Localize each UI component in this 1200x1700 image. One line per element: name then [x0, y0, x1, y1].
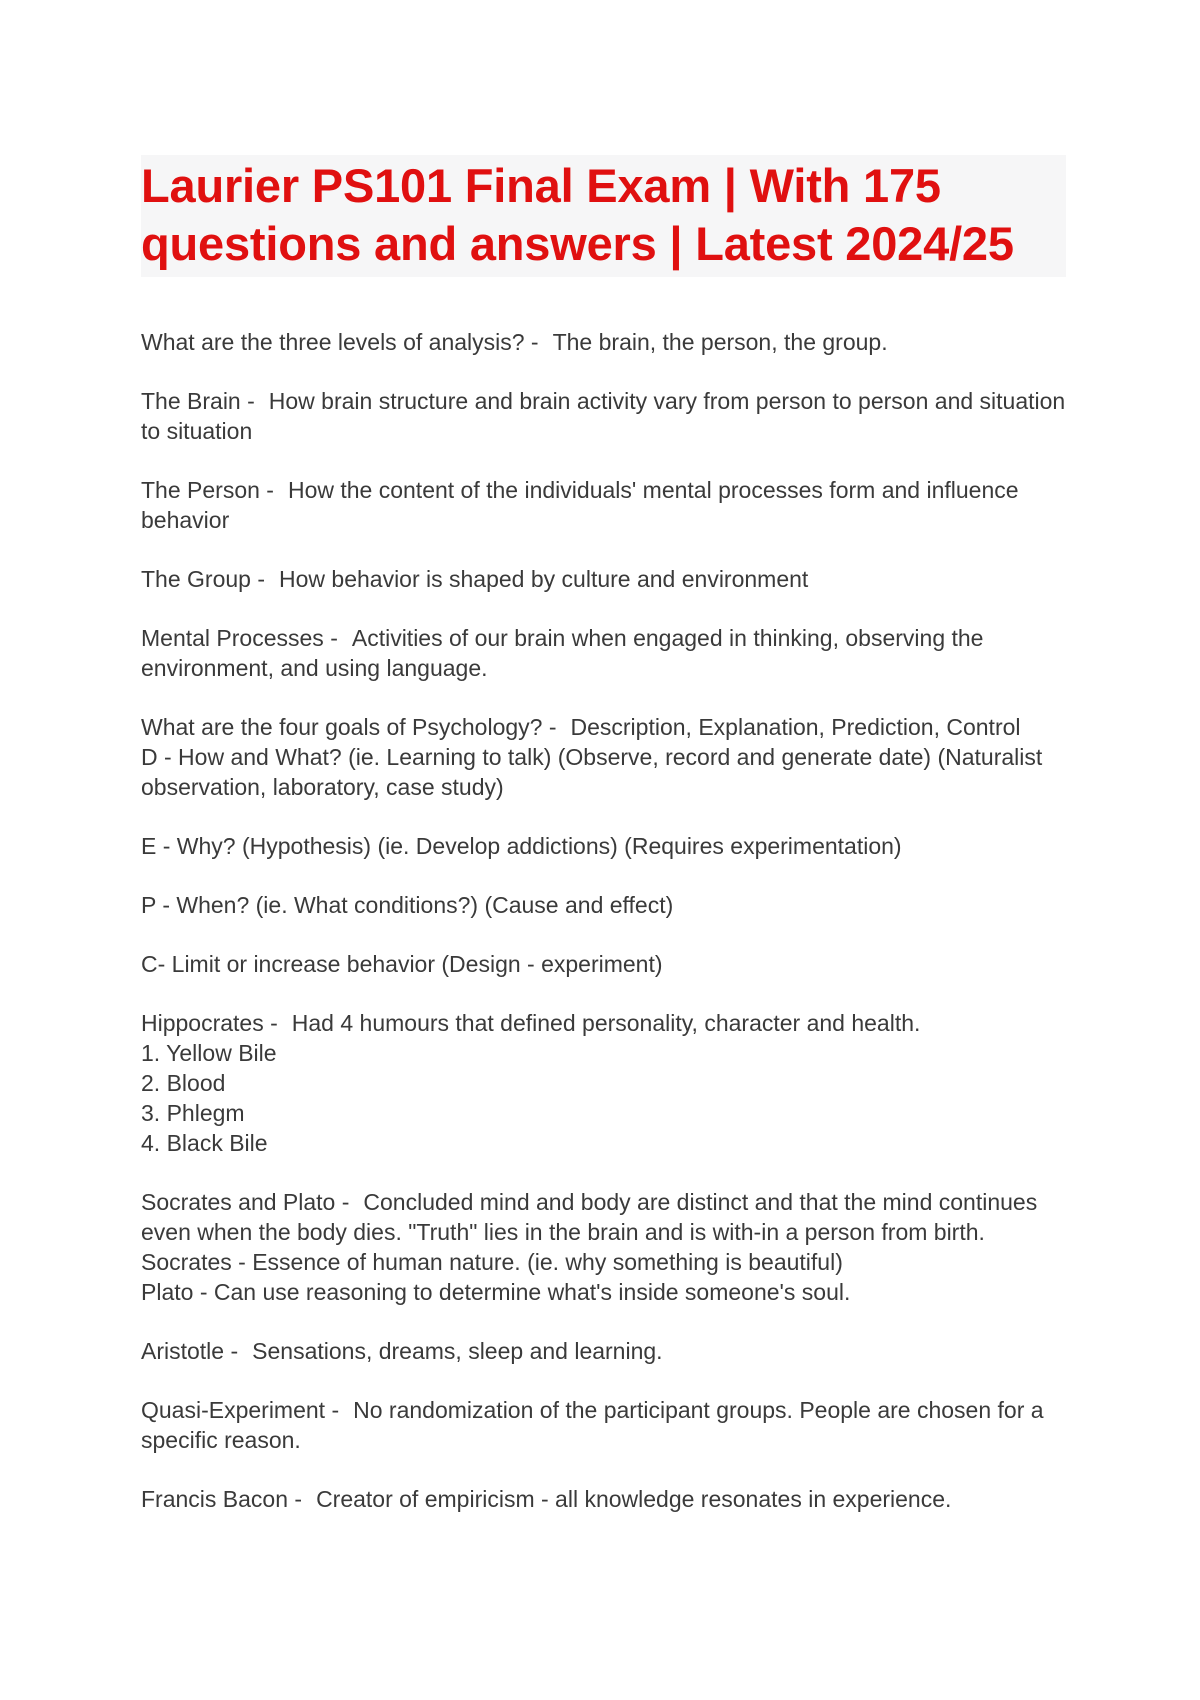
qa-entry	[141, 1484, 1066, 1514]
qa-line	[141, 1038, 1066, 1068]
qa-entry	[141, 890, 1066, 920]
qa-line	[141, 890, 1066, 920]
qa-term: Socrates and Plato -	[141, 1189, 350, 1215]
qa-answer-text: How behavior is shaped by culture and environment	[279, 566, 809, 592]
qa-line	[141, 1395, 1066, 1455]
qa-line	[141, 1128, 1066, 1158]
qa-answer-text: Plato - Can use reasoning to determine what's inside someone's soul.	[141, 1279, 851, 1305]
qa-answer-text: D - How and What? (ie. Learning to talk) (Observe, record and generate date) (Naturalist observation, laboratory, case study)	[141, 744, 1043, 800]
qa-term: Francis Bacon -	[141, 1486, 303, 1512]
qa-line	[141, 623, 1066, 683]
qa-entry	[141, 475, 1066, 535]
qa-answer-text: 3. Phlegm	[141, 1100, 245, 1126]
qa-line	[141, 1187, 1066, 1247]
qa-line	[141, 386, 1066, 446]
qa-term: What are the three levels of analysis? -	[141, 329, 539, 355]
qa-term: The Person -	[141, 477, 274, 503]
qa-answer-text: Activities of our brain when engaged in thinking, observing the environment, and using language.	[141, 625, 984, 681]
qa-entry	[141, 623, 1066, 683]
qa-term: The Group -	[141, 566, 265, 592]
qa-entry	[141, 386, 1066, 446]
qa-answer-text: Sensations, dreams, sleep and learning.	[252, 1338, 663, 1364]
qa-term: Mental Processes -	[141, 625, 338, 651]
qa-entry	[141, 1187, 1066, 1307]
qa-answer-text: Had 4 humours that defined personality, character and health.	[291, 1010, 921, 1036]
qa-line	[141, 712, 1066, 742]
qa-answer-text: C- Limit or increase behavior (Design - experiment)	[141, 951, 663, 977]
qa-term: Aristotle -	[141, 1338, 239, 1364]
qa-line	[141, 564, 1066, 594]
qa-entry	[141, 564, 1066, 594]
qa-line	[141, 1277, 1066, 1307]
qa-line	[141, 327, 1066, 357]
qa-line	[141, 1247, 1066, 1277]
qa-term: Hippocrates -	[141, 1010, 278, 1036]
qa-line	[141, 1068, 1066, 1098]
qa-list	[141, 327, 1066, 1514]
qa-line	[141, 1008, 1066, 1038]
qa-answer-text: E - Why? (Hypothesis) (ie. Develop addictions) (Requires experimentation)	[141, 833, 902, 859]
qa-entry	[141, 1395, 1066, 1455]
qa-term: What are the four goals of Psychology? -	[141, 714, 557, 740]
qa-entry	[141, 327, 1066, 357]
qa-answer-text: 4. Black Bile	[141, 1130, 268, 1156]
qa-answer-text: Socrates - Essence of human nature. (ie. why something is beautiful)	[141, 1249, 843, 1275]
qa-answer-text: No randomization of the participant groups. People are chosen for a specific reason.	[141, 1397, 1044, 1453]
qa-line	[141, 1484, 1066, 1514]
qa-answer-text: Description, Explanation, Prediction, Control	[570, 714, 1021, 740]
qa-entry	[141, 949, 1066, 979]
document-page	[141, 155, 1066, 1543]
qa-entry	[141, 831, 1066, 861]
qa-line	[141, 1336, 1066, 1366]
qa-term: The Brain -	[141, 388, 255, 414]
document-title: Laurier PS101 Final Exam | With 175 questions and answers | Latest 2024/25	[141, 159, 1014, 270]
qa-entry	[141, 712, 1066, 802]
qa-line	[141, 831, 1066, 861]
qa-line	[141, 1098, 1066, 1128]
qa-answer-text: P - When? (ie. What conditions?) (Cause and effect)	[141, 892, 674, 918]
qa-line	[141, 475, 1066, 535]
qa-answer-text: 1. Yellow Bile	[141, 1040, 277, 1066]
qa-line	[141, 742, 1066, 802]
qa-answer-text: Creator of empiricism - all knowledge resonates in experience.	[316, 1486, 952, 1512]
qa-entry	[141, 1336, 1066, 1366]
qa-answer-text: How brain structure and brain activity vary from person to person and situation to situation	[141, 388, 1066, 444]
qa-answer-text: The brain, the person, the group.	[552, 329, 888, 355]
qa-answer-text: How the content of the individuals' mental processes form and influence behavior	[141, 477, 1019, 533]
qa-answer-text: 2. Blood	[141, 1070, 226, 1096]
qa-term: Quasi-Experiment -	[141, 1397, 340, 1423]
qa-line	[141, 949, 1066, 979]
qa-entry	[141, 1008, 1066, 1158]
title-block	[141, 155, 1066, 277]
qa-answer-text: Concluded mind and body are distinct and that the mind continues even when the body dies. "Truth" lies in the brain and is with-in a person from birth.	[141, 1189, 1038, 1245]
